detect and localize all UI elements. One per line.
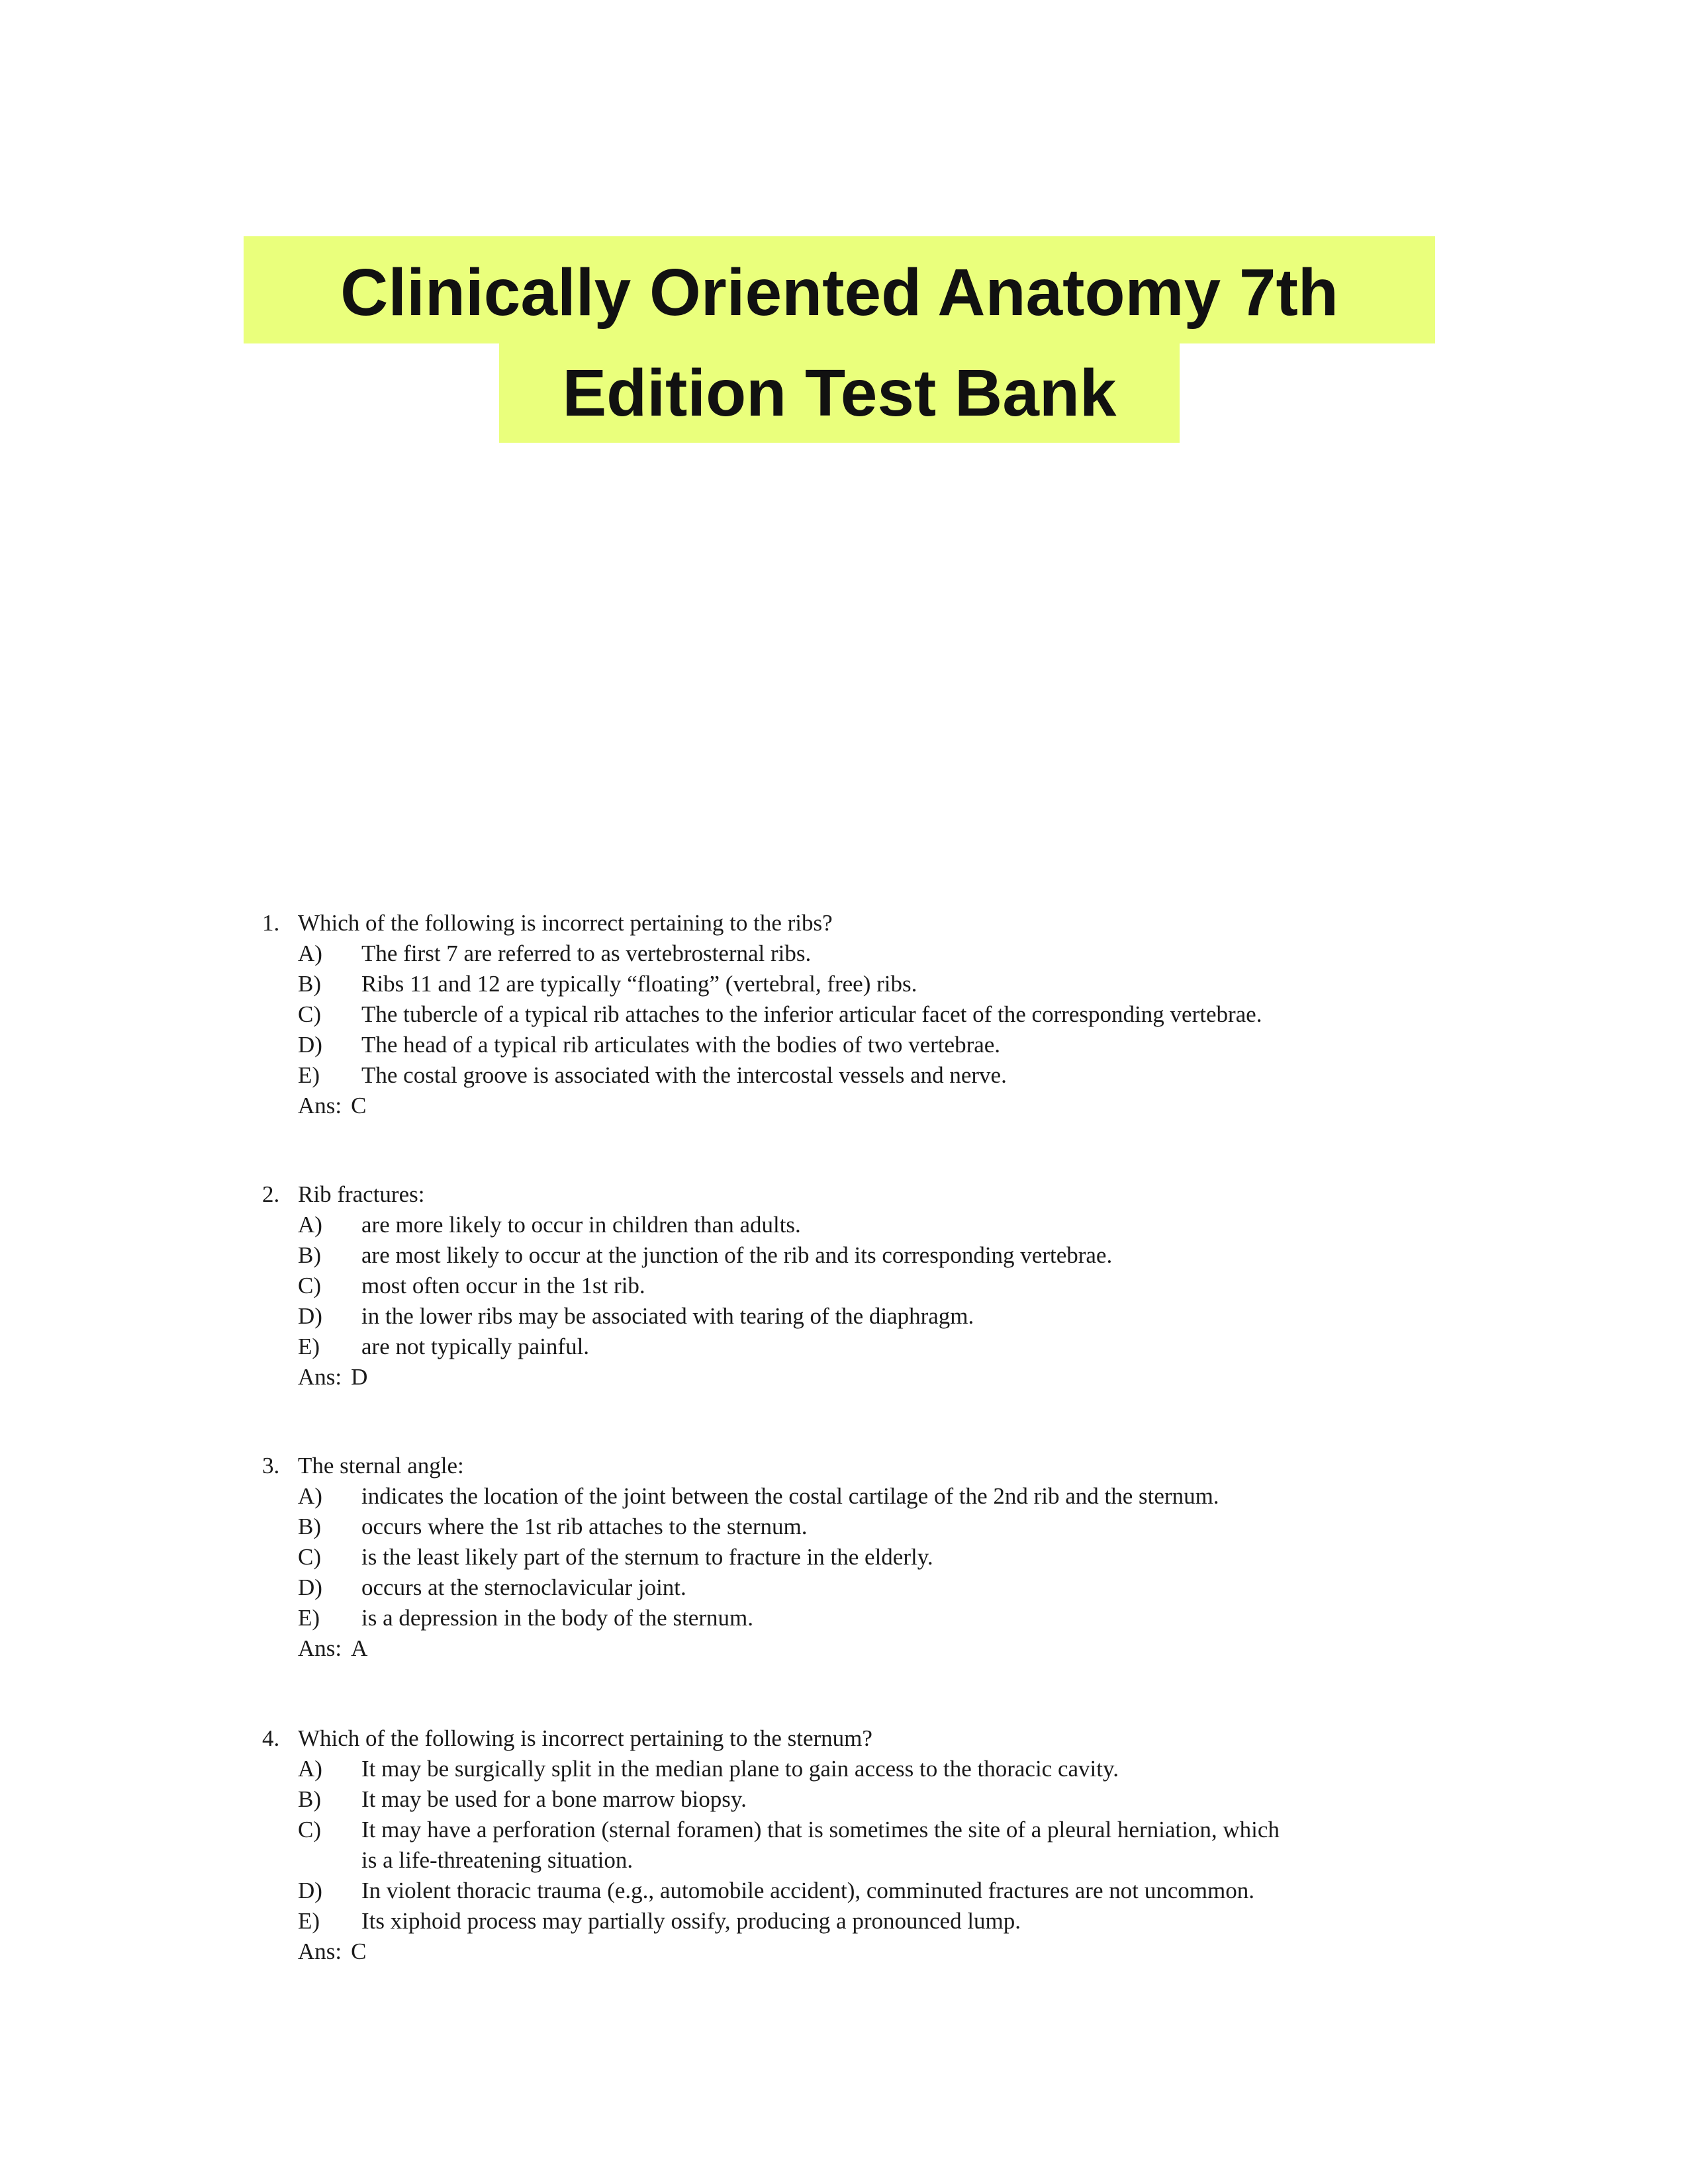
option-e xyxy=(258,1332,1291,1362)
option-c xyxy=(258,1815,1291,1876)
option-b xyxy=(258,1240,1291,1271)
option-a xyxy=(258,1754,1291,1784)
answer-value: C xyxy=(351,1093,367,1118)
question-text: Rib fractures: xyxy=(298,1181,425,1207)
answer-line xyxy=(258,1633,1291,1664)
question-stem xyxy=(258,908,1291,938)
option-b xyxy=(258,1512,1291,1542)
option-c xyxy=(258,999,1291,1030)
option-e xyxy=(258,1906,1291,1936)
option-text: In violent thoracic trauma (e.g., automobile accident), comminuted fractures are not uncommon. xyxy=(361,1878,1254,1903)
answer-label: Ans: xyxy=(298,1093,342,1118)
option-text: It may have a perforation (sternal foramen) that is sometimes the site of a pleural herniation, which is a life-threatening situation. xyxy=(361,1817,1280,1873)
option-letter: E) xyxy=(298,1062,320,1088)
option-text: Its xiphoid process may partially ossify, producing a pronounced lump. xyxy=(361,1908,1021,1934)
option-letter: B) xyxy=(298,1514,321,1539)
question-stem xyxy=(258,1723,1291,1754)
question-number: 2. xyxy=(262,1181,280,1207)
option-text: indicates the location of the joint between the costal cartilage of the 2nd rib and the sternum. xyxy=(361,1483,1219,1509)
option-text: It may be used for a bone marrow biopsy. xyxy=(361,1786,747,1812)
option-c xyxy=(258,1542,1291,1572)
option-letter: C) xyxy=(298,1817,321,1843)
answer-label: Ans: xyxy=(298,1938,342,1964)
option-a xyxy=(258,938,1291,969)
option-text: Ribs 11 and 12 are typically “floating” (vertebral, free) ribs. xyxy=(361,971,917,997)
option-text: is a depression in the body of the sternum. xyxy=(361,1605,753,1631)
option-letter: B) xyxy=(298,1242,321,1268)
document-title-line-2: Edition Test Bank xyxy=(499,343,1180,443)
option-letter: D) xyxy=(298,1303,322,1329)
answer-value: D xyxy=(351,1364,368,1390)
question-1 xyxy=(258,908,1291,1121)
question-text: Which of the following is incorrect pertaining to the sternum? xyxy=(298,1725,872,1751)
option-text: in the lower ribs may be associated with tearing of the diaphragm. xyxy=(361,1303,974,1329)
question-number: 3. xyxy=(262,1453,280,1479)
answer-line xyxy=(258,1091,1291,1121)
question-stem xyxy=(258,1179,1291,1210)
option-text: occurs at the sternoclavicular joint. xyxy=(361,1574,686,1600)
option-letter: A) xyxy=(298,940,322,966)
question-number: 1. xyxy=(262,910,280,936)
option-d xyxy=(258,1301,1291,1332)
option-text: The tubercle of a typical rib attaches to the inferior articular facet of the corresponding vertebrae. xyxy=(361,1001,1262,1027)
question-number: 4. xyxy=(262,1725,280,1751)
option-letter: D) xyxy=(298,1574,322,1600)
answer-label: Ans: xyxy=(298,1635,342,1661)
option-letter: E) xyxy=(298,1908,320,1934)
option-text: is the least likely part of the sternum to fracture in the elderly. xyxy=(361,1544,933,1570)
question-text: Which of the following is incorrect pertaining to the ribs? xyxy=(298,910,833,936)
option-d xyxy=(258,1572,1291,1603)
question-3 xyxy=(258,1451,1291,1664)
answer-value: A xyxy=(351,1635,368,1661)
option-letter: B) xyxy=(298,971,321,997)
question-stem xyxy=(258,1451,1291,1481)
option-letter: E) xyxy=(298,1605,320,1631)
option-text: are most likely to occur at the junction of the rib and its corresponding vertebrae. xyxy=(361,1242,1113,1268)
option-letter: A) xyxy=(298,1483,322,1509)
option-text: are more likely to occur in children than adults. xyxy=(361,1212,801,1238)
option-text: are not typically painful. xyxy=(361,1334,590,1359)
question-text: The sternal angle: xyxy=(298,1453,464,1479)
option-letter: C) xyxy=(298,1544,321,1570)
answer-value: C xyxy=(351,1938,367,1964)
option-text: The costal groove is associated with the intercostal vessels and nerve. xyxy=(361,1062,1007,1088)
option-text: occurs where the 1st rib attaches to the sternum. xyxy=(361,1514,808,1539)
document-title-line-1: Clinically Oriented Anatomy 7th xyxy=(244,236,1435,343)
option-text: The head of a typical rib articulates with the bodies of two vertebrae. xyxy=(361,1032,1001,1058)
option-a xyxy=(258,1481,1291,1512)
option-b xyxy=(258,969,1291,999)
option-letter: A) xyxy=(298,1212,322,1238)
option-text: The first 7 are referred to as vertebrosternal ribs. xyxy=(361,940,812,966)
option-e xyxy=(258,1060,1291,1091)
option-d xyxy=(258,1030,1291,1060)
option-b xyxy=(258,1784,1291,1815)
option-letter: E) xyxy=(298,1334,320,1359)
answer-line xyxy=(258,1936,1291,1967)
answer-line xyxy=(258,1362,1291,1392)
option-letter: A) xyxy=(298,1756,322,1782)
option-a xyxy=(258,1210,1291,1240)
option-text: most often occur in the 1st rib. xyxy=(361,1273,645,1298)
question-list xyxy=(258,908,1291,2025)
answer-label: Ans: xyxy=(298,1364,342,1390)
option-letter: D) xyxy=(298,1878,322,1903)
option-c xyxy=(258,1271,1291,1301)
option-letter: C) xyxy=(298,1273,321,1298)
option-d xyxy=(258,1876,1291,1906)
question-4 xyxy=(258,1723,1291,1967)
option-e xyxy=(258,1603,1291,1633)
option-letter: C) xyxy=(298,1001,321,1027)
option-text: It may be surgically split in the median plane to gain access to the thoracic cavity. xyxy=(361,1756,1119,1782)
question-2 xyxy=(258,1179,1291,1392)
option-letter: B) xyxy=(298,1786,321,1812)
option-letter: D) xyxy=(298,1032,322,1058)
